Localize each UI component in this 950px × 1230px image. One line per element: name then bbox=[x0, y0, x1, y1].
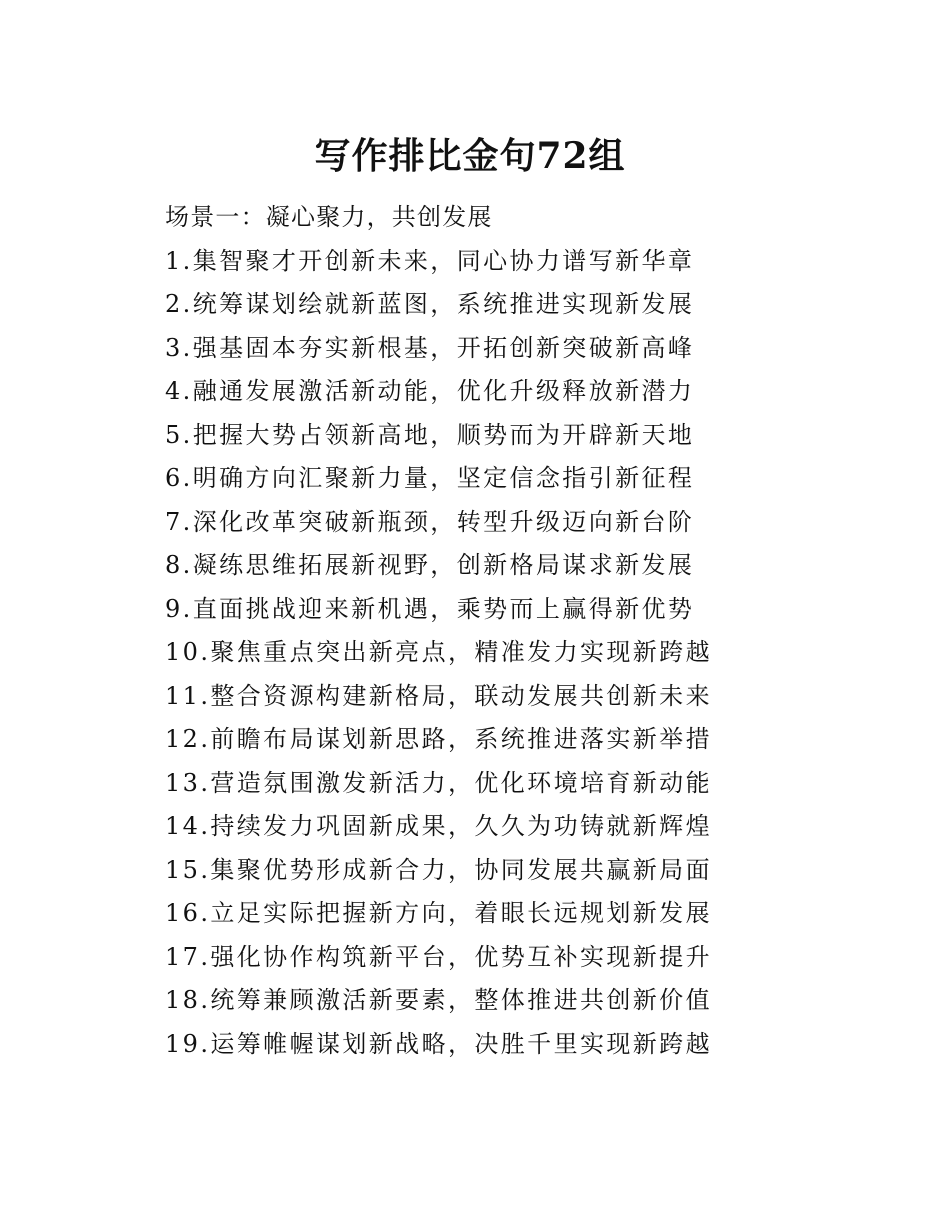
list-item: 13.营造氛围激发新活力，优化环境培育新动能 bbox=[165, 768, 712, 797]
list-item: 3.强基固本夯实新根基，开拓创新突破新高峰 bbox=[165, 333, 695, 362]
list-item: 18.统筹兼顾激活新要素，整体推进共创新价值 bbox=[165, 986, 712, 1014]
list-item: 12.前瞻布局谋划新思路，系统推进落实新举措 bbox=[165, 725, 712, 753]
list-item: 14.持续发力巩固新成果，久久为功铸就新辉煌 bbox=[165, 812, 712, 840]
list-item: 10.聚焦重点突出新亮点，精准发力实现新跨越 bbox=[165, 638, 712, 666]
list-item: 17.强化协作构筑新平台，优势互补实现新提升 bbox=[165, 942, 712, 971]
list-item: 11.整合资源构建新格局，联动发展共创新未来 bbox=[165, 681, 712, 710]
list-item: 6.明确方向汇聚新力量，坚定信念指引新征程 bbox=[165, 464, 695, 492]
document-body bbox=[165, 196, 765, 1066]
list-item: 16.立足实际把握新方向，着眼长远规划新发展 bbox=[165, 899, 712, 927]
list-item: 19.运筹帷幄谋划新战略，决胜千里实现新跨越 bbox=[165, 1029, 712, 1058]
list-item: 15.集聚优势形成新合力，协同发展共赢新局面 bbox=[165, 855, 712, 884]
document-title: 写作排比金句72组 bbox=[314, 135, 626, 177]
list-item: 7.深化改革突破新瓶颈，转型升级迈向新台阶 bbox=[165, 507, 695, 536]
list-item: 5.把握大势占领新高地，顺势而为开辟新天地 bbox=[165, 420, 695, 449]
list-item: 1.集智聚才开创新未来，同心协力谱写新华章 bbox=[165, 246, 695, 275]
list-item: 8.凝练思维拓展新视野，创新格局谋求新发展 bbox=[165, 551, 695, 579]
list-item: 4.融通发展激活新动能，优化升级释放新潜力 bbox=[165, 377, 695, 405]
list-item: 2.统筹谋划绘就新蓝图，系统推进实现新发展 bbox=[165, 290, 695, 318]
list-item: 9.直面挑战迎来新机遇，乘势而上赢得新优势 bbox=[165, 594, 695, 623]
section-heading: 场景一：凝心聚力，共创发展 bbox=[165, 203, 493, 231]
